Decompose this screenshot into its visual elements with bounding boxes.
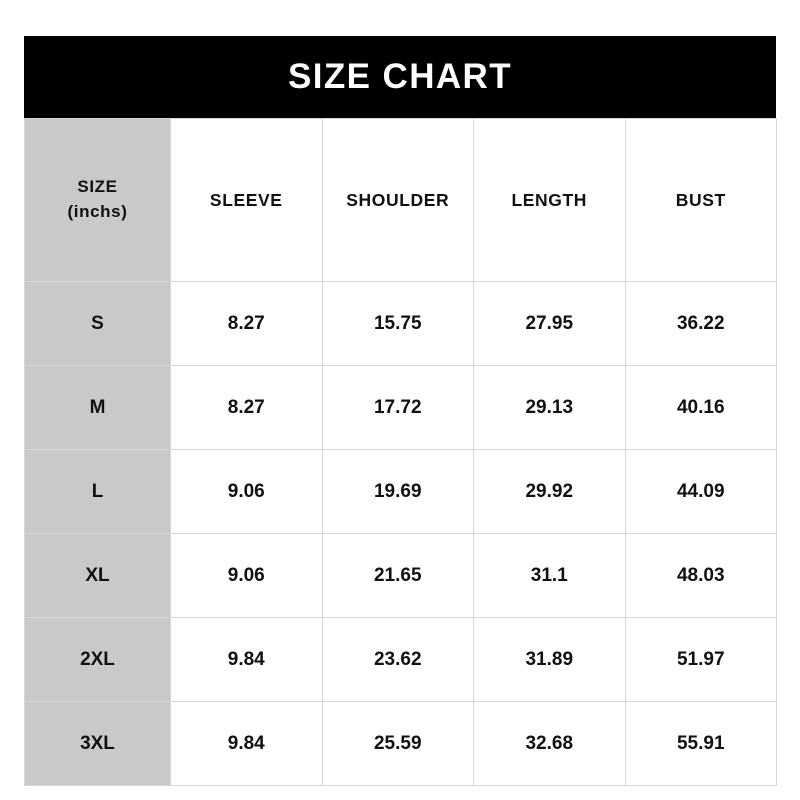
- cell-shoulder: 19.69: [322, 450, 474, 534]
- table-row: [25, 618, 777, 702]
- size-chart-container: [24, 36, 776, 780]
- cell-sleeve: 8.27: [171, 366, 323, 450]
- header-column-length: LENGTH: [474, 119, 626, 282]
- table-header-row: [25, 119, 777, 282]
- chart-title: SIZE CHART: [288, 57, 512, 96]
- cell-sleeve: 9.84: [171, 702, 323, 786]
- cell-bust: 55.91: [625, 702, 777, 786]
- cell-length: 27.95: [474, 282, 626, 366]
- cell-shoulder: 15.75: [322, 282, 474, 366]
- row-size-label: 2XL: [25, 618, 171, 702]
- header-column-bust: BUST: [625, 119, 777, 282]
- cell-sleeve: 9.06: [171, 450, 323, 534]
- table-row: [25, 534, 777, 618]
- cell-shoulder: 21.65: [322, 534, 474, 618]
- cell-bust: 40.16: [625, 366, 777, 450]
- cell-length: 31.1: [474, 534, 626, 618]
- row-size-label: S: [25, 282, 171, 366]
- table-body: [25, 282, 777, 786]
- row-size-label: XL: [25, 534, 171, 618]
- header-size-unit: [25, 119, 171, 282]
- header-size-label: SIZE: [77, 177, 118, 197]
- cell-bust: 51.97: [625, 618, 777, 702]
- row-size-label: M: [25, 366, 171, 450]
- cell-sleeve: 8.27: [171, 282, 323, 366]
- cell-shoulder: 23.62: [322, 618, 474, 702]
- chart-title-bar: [24, 36, 776, 118]
- table-header: [25, 119, 777, 282]
- cell-bust: 44.09: [625, 450, 777, 534]
- table-row: [25, 282, 777, 366]
- cell-length: 29.13: [474, 366, 626, 450]
- cell-shoulder: 17.72: [322, 366, 474, 450]
- row-size-label: 3XL: [25, 702, 171, 786]
- table-row: [25, 702, 777, 786]
- cell-length: 32.68: [474, 702, 626, 786]
- cell-shoulder: 25.59: [322, 702, 474, 786]
- row-size-label: L: [25, 450, 171, 534]
- cell-sleeve: 9.06: [171, 534, 323, 618]
- header-column-sleeve: SLEEVE: [171, 119, 323, 282]
- cell-sleeve: 9.84: [171, 618, 323, 702]
- size-chart-table: [24, 118, 777, 786]
- header-column-shoulder: SHOULDER: [322, 119, 474, 282]
- cell-bust: 36.22: [625, 282, 777, 366]
- table-row: [25, 366, 777, 450]
- cell-length: 29.92: [474, 450, 626, 534]
- table-row: [25, 450, 777, 534]
- cell-bust: 48.03: [625, 534, 777, 618]
- header-unit-label: (inchs): [67, 202, 128, 221]
- cell-length: 31.89: [474, 618, 626, 702]
